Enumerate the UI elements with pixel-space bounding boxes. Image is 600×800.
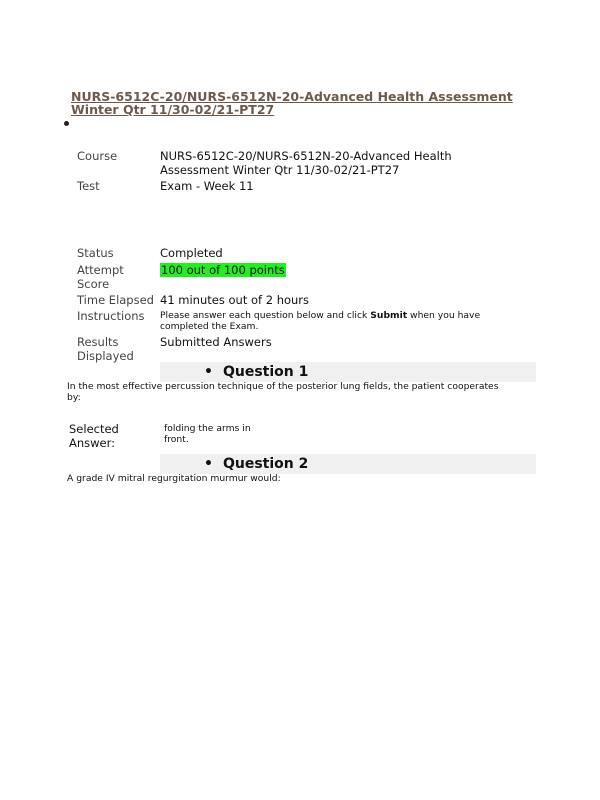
instructions-submit-word: Submit [370,310,408,321]
attempt-score-value [160,263,286,277]
question-1-title: • Question 1 [204,364,308,380]
status-label: Status [77,246,114,260]
bullet-icon [64,121,69,126]
attempt-label-line1: Attempt [77,263,124,277]
question-2-text: A grade IV mitral regurgitation murmur would: [67,473,281,484]
score-highlight: 100 out of 100 points [161,263,285,277]
course-title-link[interactable]: NURS-6512C-20/NURS-6512N-20-Advanced Health Assessment Winter Qtr 11/30-02/21-PT27 [71,89,513,117]
question-1-text: In the most effective percussion technique of the posterior lung fields, the patient cooperates by: [67,381,499,403]
selected-answer-label [69,422,119,450]
results-displayed-label [77,335,134,363]
results-displayed-value: Submitted Answers [160,335,272,349]
course-value: NURS-6512C-20/NURS-6512N-20-Advanced Health Assessment Winter Qtr 11/30-02/21-PT27 [160,149,452,177]
course-label: Course [77,149,118,163]
question-2-header [160,454,536,474]
instructions-label: Instructions [77,309,145,323]
selected-answer-label-line2: Answer: [69,436,116,450]
instructions-text-post: when you have completed the Exam. [160,310,481,332]
attempt-label [77,263,124,291]
selected-answer-label-line1: Selected [69,422,119,436]
question-2-title: • Question 2 [204,456,308,472]
time-elapsed-label: Time Elapsed [77,293,154,307]
results-label-line1: Results [77,335,119,349]
results-label-line2: Displayed [77,349,134,363]
instructions-value [160,310,520,332]
instructions-text-pre: Please answer each question below and click [160,310,371,321]
attempt-label-line2: Score [77,277,110,291]
test-label: Test [77,179,100,193]
test-value: Exam - Week 11 [160,179,254,193]
selected-answer-value: folding the arms in front. [164,423,251,445]
question-1-header [160,362,536,382]
time-elapsed-value: 41 minutes out of 2 hours [160,293,310,307]
status-value: Completed [160,246,223,260]
